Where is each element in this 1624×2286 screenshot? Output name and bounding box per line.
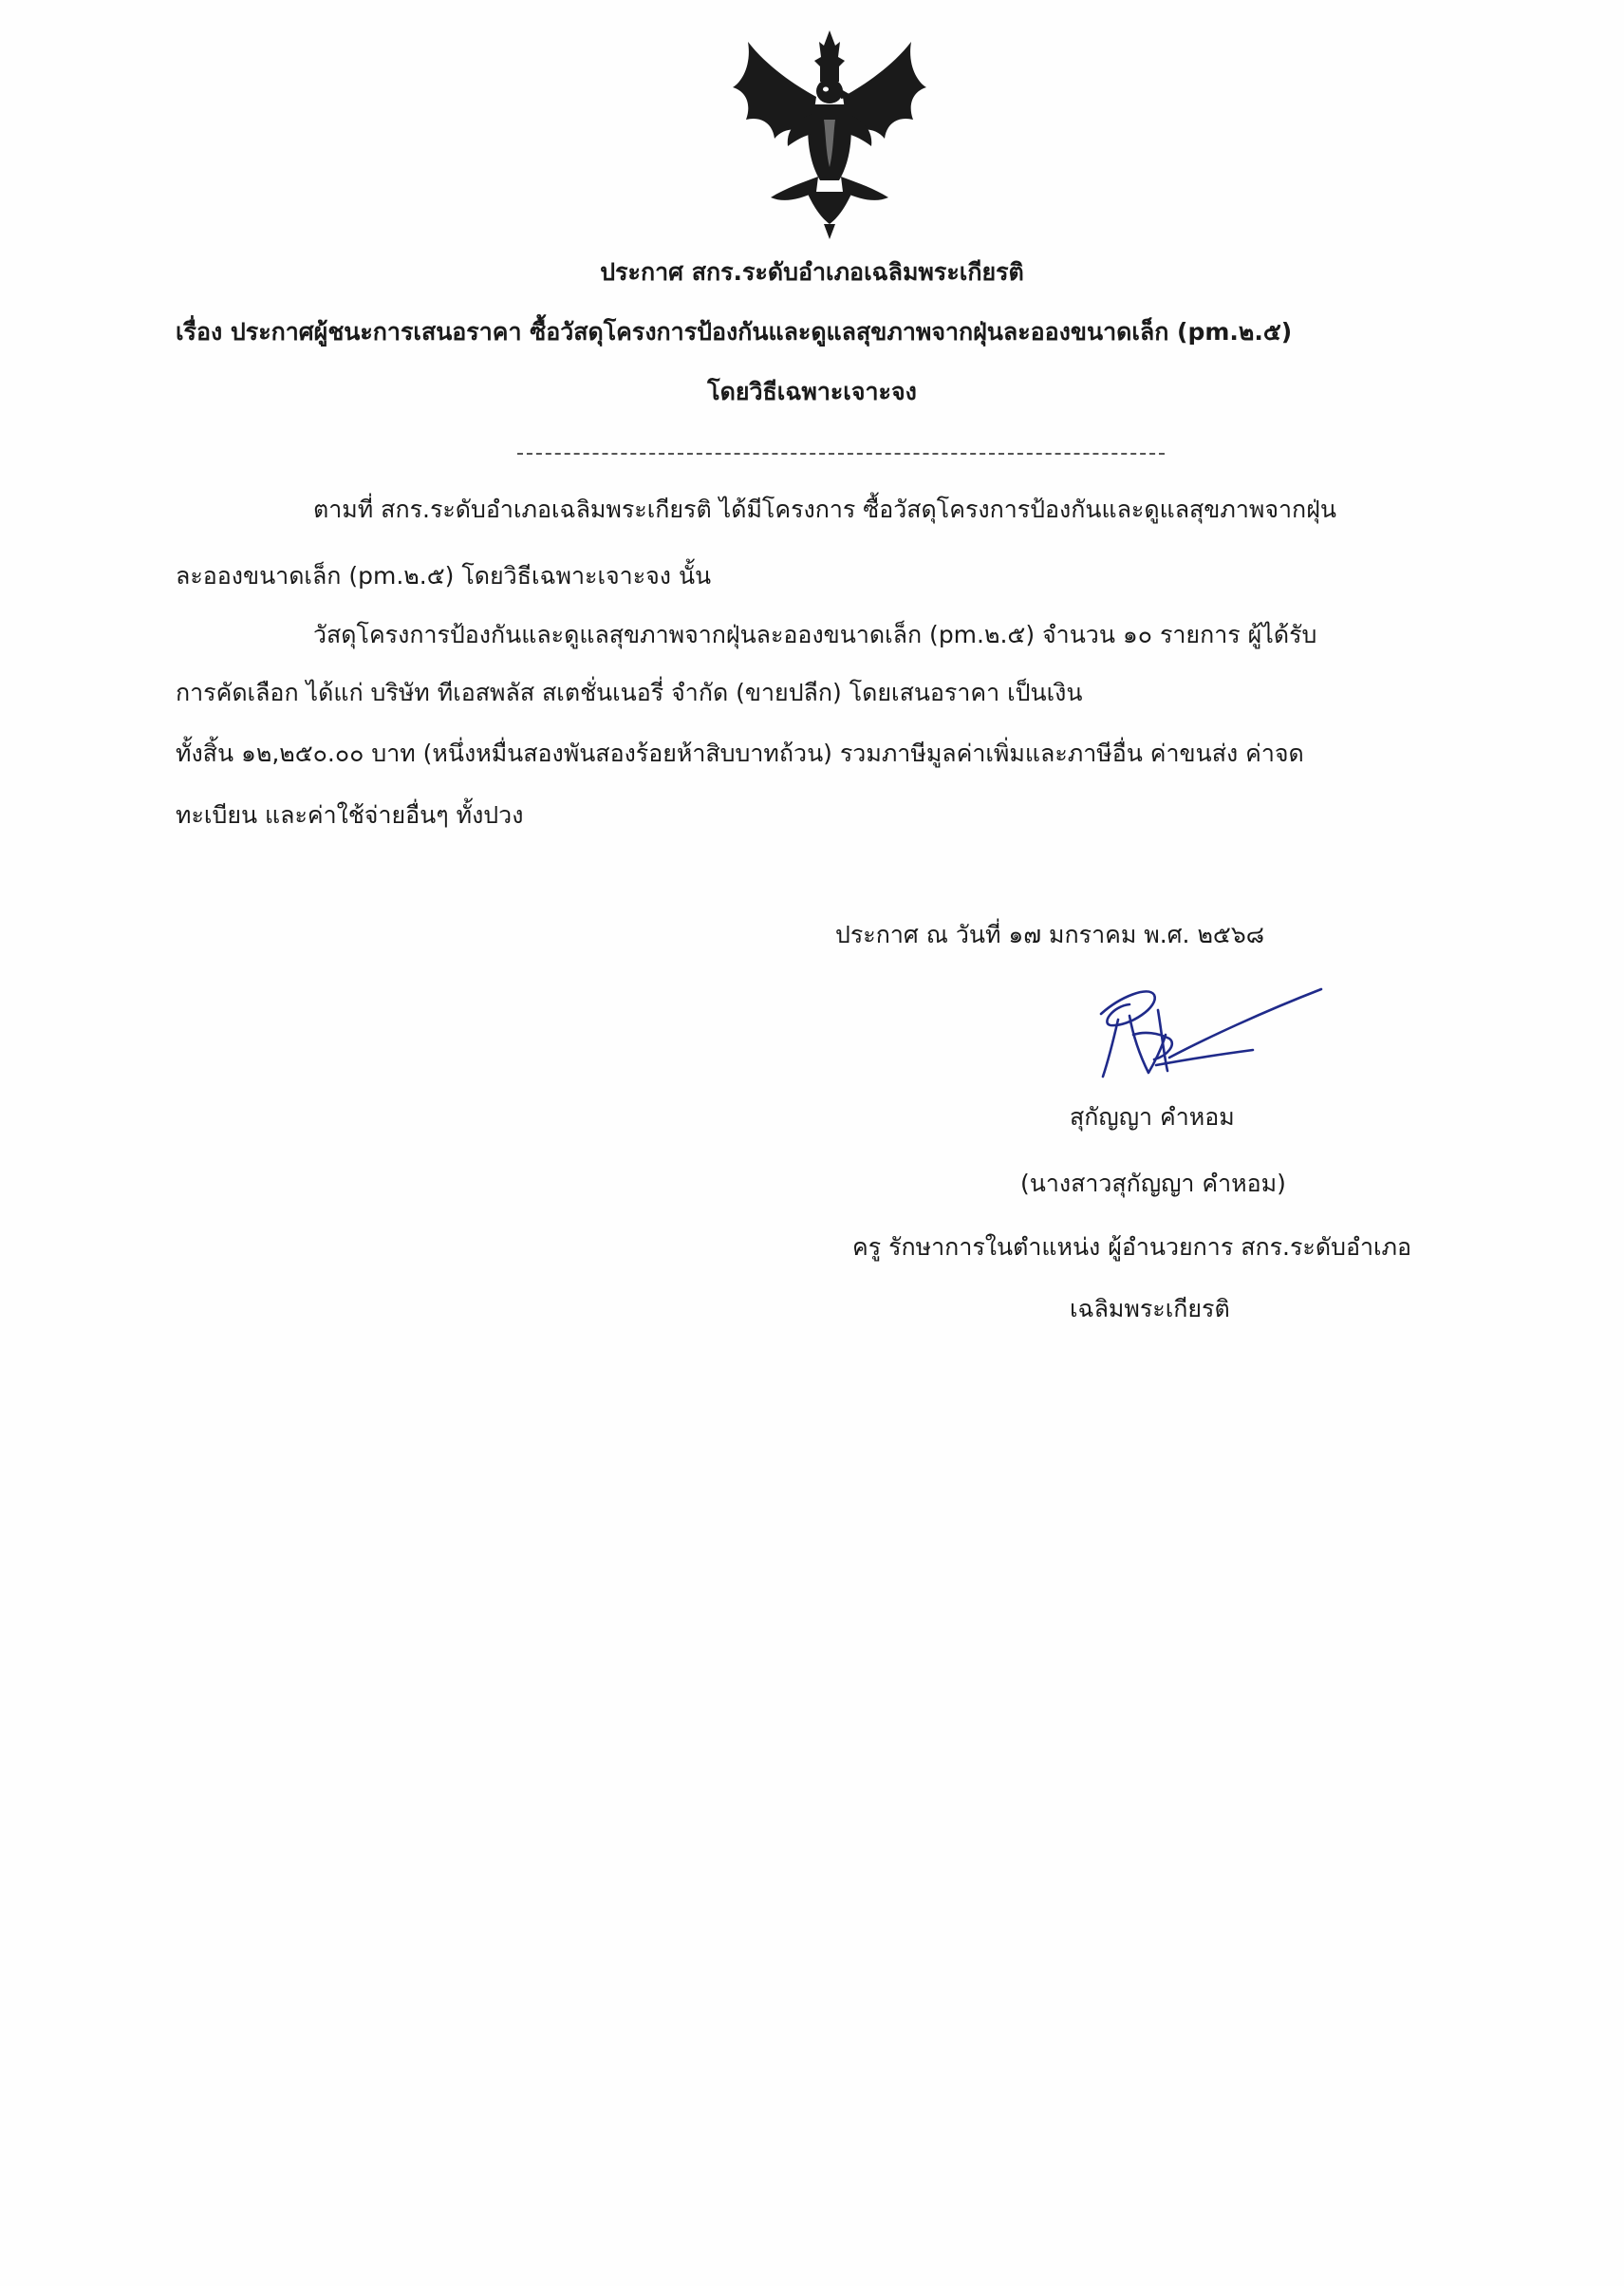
announcement-date: ประกาศ ณ วันที่ ๑๗ มกราคม พ.ศ. ๒๕๖๘ [835, 921, 1265, 948]
paragraph1-line1: ตามที่ สกร.ระดับอำเภอเฉลิมพระเกียรติ ได้มีโครงการ ซื้อวัสดุโครงการป้องกันและดูแลสุขภาพจากฝุ่น [313, 496, 1336, 523]
garuda-emblem-icon [729, 28, 930, 239]
paragraph1-line2: ละอองขนาดเล็ก (pm.๒.๕) โดยวิธีเฉพาะเจาะจง นั้น [176, 562, 712, 590]
announcement-subject: เรื่อง ประกาศผู้ชนะการเสนอราคา ซื้อวัสดุโครงการป้องกันและดูแลสุขภาพจากฝุ่นละอองขนาดเล็ก (pm.๒.๕) [176, 318, 1293, 346]
signer-position-line2: เฉลิมพระเกียรติ [1070, 1295, 1230, 1322]
procurement-method: โดยวิธีเฉพาะเจาะจง [707, 378, 917, 405]
paragraph2-line3: ทั้งสิ้น ๑๒,๒๕๐.๐๐ บาท (หนึ่งหมื่นสองพันสองร้อยห้าสิบบาทถ้วน) รวมภาษีมูลค่าเพิ่มและภาษีอื่น ค่าขนส่ง ค่าจด [176, 740, 1304, 767]
separator-line [517, 453, 1165, 455]
signer-name: สุกัญญา คำหอม [1070, 1103, 1235, 1131]
announcement-title: ประกาศ สกร.ระดับอำเภอเฉลิมพระเกียรติ [600, 258, 1024, 286]
signer-full-name: (นางสาวสุกัญญา คำหอม) [1020, 1170, 1286, 1197]
paragraph2-line4: ทะเบียน และค่าใช้จ่ายอื่นๆ ทั้งปวง [176, 801, 524, 829]
paragraph2-line1: วัสดุโครงการป้องกันและดูแลสุขภาพจากฝุ่นละอองขนาดเล็ก (pm.๒.๕) จำนวน ๑๐ รายการ ผู้ได้รับ [313, 621, 1317, 648]
handwritten-signature [1063, 978, 1324, 1082]
paragraph2-line2: การคัดเลือก ได้แก่ บริษัท ทีเอสพลัส สเตชั่นเนอรี่ จำกัด (ขายปลีก) โดยเสนอราคา เป็นเงิน [176, 679, 1083, 706]
signer-position-line1: ครู รักษาการในตำแหน่ง ผู้อำนวยการ สกร.ระดับอำเภอ [852, 1233, 1412, 1261]
